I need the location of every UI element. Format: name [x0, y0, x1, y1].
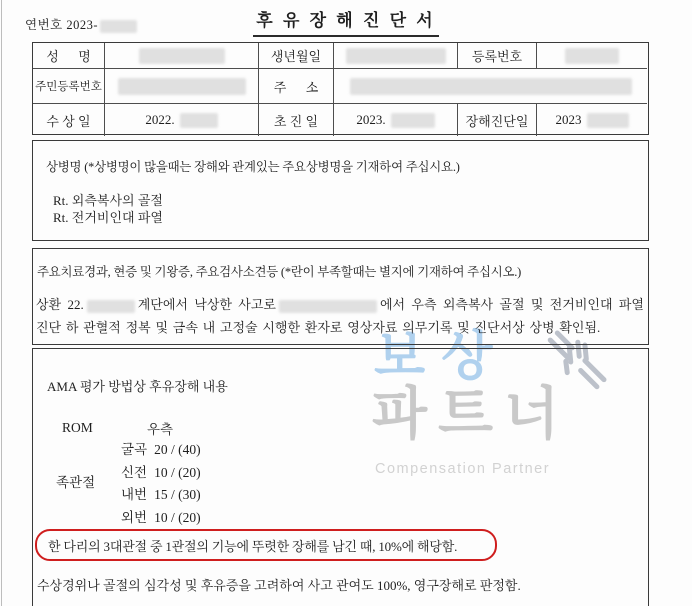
first-visit-label: 초 진 일: [259, 104, 334, 136]
name-label: 성 명: [33, 43, 105, 69]
ankle-joint-label: 족관절: [56, 475, 96, 490]
name-value-redacted: [105, 43, 259, 69]
injury-date-year: 2022.: [145, 112, 175, 127]
regno-redaction: [565, 48, 619, 64]
diagnosis-section-header: 상병명 (*상병명이 많을때는 장해와 관계있는 주요상병명을 기재하여 주십시요.): [46, 160, 460, 174]
address-redaction: [350, 78, 632, 95]
diagnosis-section: [32, 140, 649, 241]
serial-number-prefix: 연번호 2023-: [25, 18, 99, 32]
hospital-name-redaction: [279, 300, 377, 313]
treatment-text-part2: 계단에서 낙상한 사고로: [137, 297, 276, 312]
watermark-text-partner: 파트너: [372, 382, 571, 446]
rom-row-label: 굴곡: [121, 442, 148, 457]
watermark-text-english: Compensation Partner: [375, 461, 551, 477]
ama-section-header: AMA 평가 방법상 후유장해 내용: [47, 379, 228, 394]
diagnosis-date-label: 장해진단일: [458, 104, 537, 136]
disability-highlight-text: 한 다리의 3대관절 중 1관절의 기능에 뚜렷한 장해를 남긴 때, 10%에 해당함.: [48, 538, 458, 554]
rom-row-value: 15 / (30): [154, 487, 201, 502]
birthdate-value-redacted: [334, 43, 458, 69]
rom-row-value: 20 / (40): [154, 442, 201, 457]
rom-row-flexion: [121, 439, 201, 462]
name-redaction: [139, 48, 225, 64]
page-title: 후 유 장 해 진 단 서: [253, 6, 438, 37]
birthdate-redaction: [346, 48, 446, 64]
patient-info-table: [32, 42, 649, 135]
diagnosis-date-year: 2023: [555, 112, 582, 127]
rom-side-label: 우측: [147, 422, 174, 437]
treatment-section: [32, 248, 649, 345]
injury-date-redaction: [180, 113, 218, 128]
regno-label: 등록번호: [458, 43, 537, 69]
rom-row-eversion: [121, 507, 201, 530]
rrn-label: 주민등록번호: [33, 69, 105, 104]
rom-row-label: 내번: [121, 487, 148, 502]
rrn-redaction: [118, 78, 246, 95]
diagnosis-date-redaction: [587, 113, 629, 128]
address-label: 주 소: [259, 69, 334, 104]
diagnosis-items: [53, 193, 163, 226]
birthdate-label: 생년월일: [259, 43, 334, 69]
scan-edge-line: [1, 0, 2, 606]
treatment-paragraph: [36, 293, 644, 339]
disability-highlight-box: [35, 529, 497, 561]
address-value-redacted: [334, 69, 647, 104]
injury-date-label: 수 상 일: [33, 104, 105, 136]
rom-row-value: 10 / (20): [154, 509, 201, 525]
treatment-text-part3: 에서 우측 외측복사 골절 및 전거비인대 파열 진단 하 관혈적 정복 및 금속 내 고정술 시행한 환자로 영상자료 의무기록 및 진단서상 상병 확인됨.: [36, 297, 644, 335]
serial-number: [25, 15, 137, 33]
diagnosis-item: Rt. 외측복사의 골절: [53, 193, 163, 208]
treatment-section-header: 주요치료경과, 현증 및 기왕증, 주요검사소견등 (*란이 부족할때는 별지에 기재하여 주십시오.): [37, 265, 522, 279]
rrn-value-redacted: [105, 69, 259, 104]
rom-label: ROM: [62, 420, 93, 435]
diagnosis-item: Rt. 전거비인대 파열: [53, 209, 163, 225]
ama-section: [32, 348, 649, 606]
diagnosis-date-value: [537, 104, 647, 136]
first-visit-value: [334, 104, 458, 136]
watermark-text-bosang: 보상: [374, 327, 509, 386]
rom-row-value: 10 / (20): [154, 464, 201, 480]
serial-number-redaction: [100, 20, 137, 33]
treatment-date-redaction: [87, 300, 135, 313]
regno-value-redacted: [537, 43, 647, 69]
conclusion-text: 수상경위나 골절의 심각성 및 후유증을 고려하여 사고 관여도 100%, 영구장해로 판정함.: [37, 578, 521, 593]
first-visit-redaction: [391, 113, 435, 128]
first-visit-year: 2023.: [356, 112, 386, 127]
rom-table: [121, 439, 201, 529]
rom-row-label: 신전: [121, 464, 148, 480]
injury-date-value: [105, 104, 259, 136]
rom-row-inversion: [121, 484, 201, 507]
rom-row-extension: [121, 462, 201, 485]
rom-row-label: 외번: [121, 509, 148, 525]
treatment-text-part1: 상환 22.: [36, 297, 84, 312]
